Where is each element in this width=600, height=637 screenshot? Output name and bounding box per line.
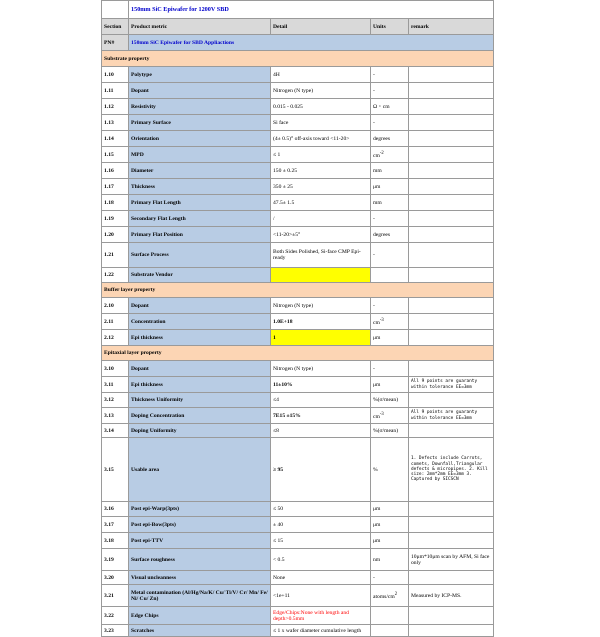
metric-cell: Orientation xyxy=(129,131,271,147)
detail-cell: 1.0E+18 xyxy=(271,314,371,330)
units-cell xyxy=(371,147,409,163)
units-cell xyxy=(371,268,409,283)
detail-cell: ± 40 xyxy=(271,517,371,533)
remark-cell xyxy=(409,147,494,163)
remark-cell xyxy=(409,115,494,131)
remark-cell xyxy=(409,163,494,179)
units-cell xyxy=(371,314,409,330)
metric-cell: Substrate Vendor xyxy=(129,268,271,283)
remark-cell: All 9 points are guaranty within tolerance EE=3mm xyxy=(409,377,494,393)
remark-cell xyxy=(409,83,494,99)
section-cell: 3.17 xyxy=(102,517,129,533)
metric-cell: Primary Flat Position xyxy=(129,227,271,243)
section-cell: 3.15 xyxy=(102,438,129,502)
title-row xyxy=(102,1,494,19)
units-cell: - xyxy=(371,361,409,377)
spec-sheet xyxy=(101,0,493,637)
remark-cell xyxy=(409,330,494,346)
metric-cell: Post epi-TTV xyxy=(129,533,271,549)
detail-cell: Edge/Chips:None with length and depth>0.5mm xyxy=(271,607,371,625)
section-cell: 3.23 xyxy=(102,625,129,637)
table-row xyxy=(102,607,494,625)
metric-cell: Post epi-Warp(3pts) xyxy=(129,502,271,517)
col-header-metric: Product metric xyxy=(129,19,271,35)
table-row xyxy=(102,227,494,243)
remark-cell: 10μm*10μm scan by AFM, Si face only xyxy=(409,549,494,571)
remark-cell xyxy=(409,517,494,533)
units-base: cm xyxy=(373,152,380,159)
units-cell: μm xyxy=(371,533,409,549)
metric-cell: Epi thickness xyxy=(129,377,271,393)
units-base: cm xyxy=(373,319,380,326)
table-row xyxy=(102,408,494,424)
units-exponent: -2 xyxy=(379,150,384,156)
table-row xyxy=(102,625,494,637)
remark-cell xyxy=(409,502,494,517)
header-row xyxy=(102,19,494,35)
metric-cell: Dopant xyxy=(129,298,271,314)
detail-cell: ≤ 1 xyxy=(271,147,371,163)
table-row xyxy=(102,115,494,131)
units-cell: Ω・cm xyxy=(371,99,409,115)
metric-cell: Thickness xyxy=(129,179,271,195)
detail-cell: 350 ± 25 xyxy=(271,179,371,195)
table-row xyxy=(102,67,494,83)
metric-cell: Secondary Flat Length xyxy=(129,211,271,227)
section-cell: 3.10 xyxy=(102,361,129,377)
section-cell: 1.20 xyxy=(102,227,129,243)
section-cell: 2.12 xyxy=(102,330,129,346)
section-cell: 1.11 xyxy=(102,83,129,99)
units-cell: %(σ/mean) xyxy=(371,424,409,438)
table-row xyxy=(102,533,494,549)
table-row xyxy=(102,243,494,268)
spec-table xyxy=(101,0,494,637)
table-row xyxy=(102,361,494,377)
table-row xyxy=(102,314,494,330)
metric-cell: Dopant xyxy=(129,83,271,99)
section-cell: 3.22 xyxy=(102,607,129,625)
table-row xyxy=(102,131,494,147)
metric-cell: Scratches xyxy=(129,625,271,637)
detail-cell: Both Sides Polished, Si-face CMP Epi-ready xyxy=(271,243,371,268)
table-row xyxy=(102,298,494,314)
remark-cell xyxy=(409,227,494,243)
units-cell: degrees xyxy=(371,227,409,243)
document-title: 150mm SiC Epiwafer for 1200V SBD xyxy=(129,1,494,19)
metric-cell: Epi thickness xyxy=(129,330,271,346)
detail-cell: <1e+11 xyxy=(271,585,371,607)
remark-cell xyxy=(409,571,494,585)
detail-cell: ≤ 15 xyxy=(271,533,371,549)
units-cell: μm xyxy=(371,377,409,393)
detail-cell: ≤ 1 x wafer diameter cumulative length xyxy=(271,625,371,637)
detail-cell: 11±10% xyxy=(271,377,371,393)
units-cell: - xyxy=(371,243,409,268)
remark-cell xyxy=(409,243,494,268)
detail-cell: Nitrogen (N type) xyxy=(271,83,371,99)
remark-cell xyxy=(409,211,494,227)
table-row xyxy=(102,424,494,438)
group-label: Substrate property xyxy=(102,51,494,67)
metric-cell: MPD xyxy=(129,147,271,163)
units-cell: %(σ/mean) xyxy=(371,393,409,408)
remark-cell xyxy=(409,298,494,314)
units-base: atoms/cm xyxy=(373,593,395,600)
units-cell xyxy=(371,408,409,424)
units-cell: mm xyxy=(371,163,409,179)
section-cell: 3.21 xyxy=(102,585,129,607)
section-cell: 2.11 xyxy=(102,314,129,330)
units-cell: - xyxy=(371,298,409,314)
pn-label: PN# xyxy=(102,35,129,51)
col-header-section: Section xyxy=(102,19,129,35)
section-cell: 1.22 xyxy=(102,268,129,283)
remark-cell xyxy=(409,607,494,625)
units-cell: μm xyxy=(371,179,409,195)
units-cell xyxy=(371,625,409,637)
remark-cell xyxy=(409,533,494,549)
table-row xyxy=(102,211,494,227)
group-row-buffer xyxy=(102,283,494,298)
section-cell: 3.12 xyxy=(102,393,129,408)
metric-cell: Primary Surface xyxy=(129,115,271,131)
detail-cell xyxy=(271,268,371,283)
section-cell: 3.14 xyxy=(102,424,129,438)
detail-cell: 7E15 ±15% xyxy=(271,408,371,424)
units-base: cm xyxy=(373,413,380,420)
section-cell: 3.11 xyxy=(102,377,129,393)
detail-cell: Nitrogen (N type) xyxy=(271,361,371,377)
group-row-substrate xyxy=(102,51,494,67)
metric-cell: Concentration xyxy=(129,314,271,330)
section-cell: 1.17 xyxy=(102,179,129,195)
units-exponent: -3 xyxy=(379,411,384,417)
group-row-epitaxial xyxy=(102,346,494,361)
detail-cell: ≤4 xyxy=(271,393,371,408)
pn-row xyxy=(102,35,494,51)
remark-cell xyxy=(409,393,494,408)
detail-cell: 47.5± 1.5 xyxy=(271,195,371,211)
remark-cell xyxy=(409,361,494,377)
group-label: Buffer layer property xyxy=(102,283,494,298)
table-row xyxy=(102,163,494,179)
units-cell: μm xyxy=(371,330,409,346)
col-header-detail: Detail xyxy=(271,19,371,35)
section-cell: 1.21 xyxy=(102,243,129,268)
table-row xyxy=(102,502,494,517)
metric-cell: Primary Flat Length xyxy=(129,195,271,211)
col-header-units: Units xyxy=(371,19,409,35)
detail-cell: 4H xyxy=(271,67,371,83)
detail-cell: ≤8 xyxy=(271,424,371,438)
table-row xyxy=(102,179,494,195)
detail-cell: Si face xyxy=(271,115,371,131)
remark-cell: Measured by ICP-MS. xyxy=(409,585,494,607)
remark-cell xyxy=(409,625,494,637)
detail-cell: Nitrogen (N type) xyxy=(271,298,371,314)
section-cell: 1.19 xyxy=(102,211,129,227)
remark-cell xyxy=(409,99,494,115)
metric-cell: Thickness Uniformity xyxy=(129,393,271,408)
section-cell: 1.16 xyxy=(102,163,129,179)
remark-cell xyxy=(409,424,494,438)
units-cell: nm xyxy=(371,549,409,571)
units-cell: mm xyxy=(371,195,409,211)
table-row xyxy=(102,268,494,283)
section-cell: 3.16 xyxy=(102,502,129,517)
table-row xyxy=(102,571,494,585)
units-cell: - xyxy=(371,571,409,585)
section-cell: 1.13 xyxy=(102,115,129,131)
table-row xyxy=(102,83,494,99)
section-cell: 1.14 xyxy=(102,131,129,147)
detail-cell: 1 xyxy=(271,330,371,346)
metric-cell: Post epi-Bow(3pts) xyxy=(129,517,271,533)
detail-cell: None xyxy=(271,571,371,585)
detail-cell: (4± 0.5)° off-axis toward <11-20> xyxy=(271,131,371,147)
metric-cell: Diameter xyxy=(129,163,271,179)
remark-cell: 1. Defects include Carrots, comets, Downfall,Triangular defects & micropipes. 2. Kill size: 2mm*2mm EE=3mm 3. Captured by SICSCN xyxy=(409,438,494,502)
units-cell: % xyxy=(371,438,409,502)
col-header-remark: remark xyxy=(409,19,494,35)
section-cell: 3.13 xyxy=(102,408,129,424)
table-row xyxy=(102,330,494,346)
metric-cell: Doping Uniformity xyxy=(129,424,271,438)
remark-cell xyxy=(409,131,494,147)
detail-cell: ≤ 50 xyxy=(271,502,371,517)
table-row xyxy=(102,377,494,393)
section-cell: 3.19 xyxy=(102,549,129,571)
section-cell: 2.10 xyxy=(102,298,129,314)
units-exponent: 2 xyxy=(394,591,398,597)
table-row xyxy=(102,99,494,115)
metric-cell: Resistivity xyxy=(129,99,271,115)
title-spacer xyxy=(102,1,129,19)
units-cell: - xyxy=(371,211,409,227)
table-row xyxy=(102,438,494,502)
units-cell: - xyxy=(371,67,409,83)
metric-cell: Edge Chips xyxy=(129,607,271,625)
section-cell: 1.10 xyxy=(102,67,129,83)
metric-cell: Metal contamination (Al/Hg/Na/K/ Cu/ Ti/V/ Cr/ Mn/ Fe/ Ni/ Cu/ Zn) xyxy=(129,585,271,607)
units-cell: degrees xyxy=(371,131,409,147)
metric-cell: Usable area xyxy=(129,438,271,502)
section-cell: 1.12 xyxy=(102,99,129,115)
section-cell: 3.20 xyxy=(102,571,129,585)
detail-cell: 150 ± 0.25 xyxy=(271,163,371,179)
detail-cell: 0.015 - 0.025 xyxy=(271,99,371,115)
detail-cell: / xyxy=(271,211,371,227)
table-row xyxy=(102,393,494,408)
section-cell: 3.18 xyxy=(102,533,129,549)
metric-cell: Visual uncleanness xyxy=(129,571,271,585)
section-cell: 1.18 xyxy=(102,195,129,211)
remark-cell xyxy=(409,67,494,83)
remark-cell xyxy=(409,314,494,330)
units-cell xyxy=(371,585,409,607)
detail-cell: <11-20>±5° xyxy=(271,227,371,243)
metric-cell: Polytype xyxy=(129,67,271,83)
detail-cell: ≥ 95 xyxy=(271,438,371,502)
units-cell: μm xyxy=(371,502,409,517)
remark-cell xyxy=(409,195,494,211)
group-label: Epitaxial layer property xyxy=(102,346,494,361)
units-exponent: -3 xyxy=(379,317,384,323)
table-row xyxy=(102,517,494,533)
section-cell: 1.15 xyxy=(102,147,129,163)
metric-cell: Surface Process xyxy=(129,243,271,268)
remark-cell xyxy=(409,268,494,283)
pn-value: 150mm SiC Epiwafer for SBD Appliactions xyxy=(129,35,494,51)
metric-cell: Dopant xyxy=(129,361,271,377)
table-row xyxy=(102,147,494,163)
detail-cell: < 0.5 xyxy=(271,549,371,571)
remark-cell xyxy=(409,179,494,195)
units-cell: μm xyxy=(371,517,409,533)
metric-cell: Surface roughness xyxy=(129,549,271,571)
table-row xyxy=(102,549,494,571)
metric-cell: Doping Concentration xyxy=(129,408,271,424)
table-row xyxy=(102,585,494,607)
units-cell xyxy=(371,607,409,625)
remark-cell: All 9 points are guaranty within tolerance EE=3mm xyxy=(409,408,494,424)
units-cell: - xyxy=(371,83,409,99)
units-cell: - xyxy=(371,115,409,131)
table-row xyxy=(102,195,494,211)
